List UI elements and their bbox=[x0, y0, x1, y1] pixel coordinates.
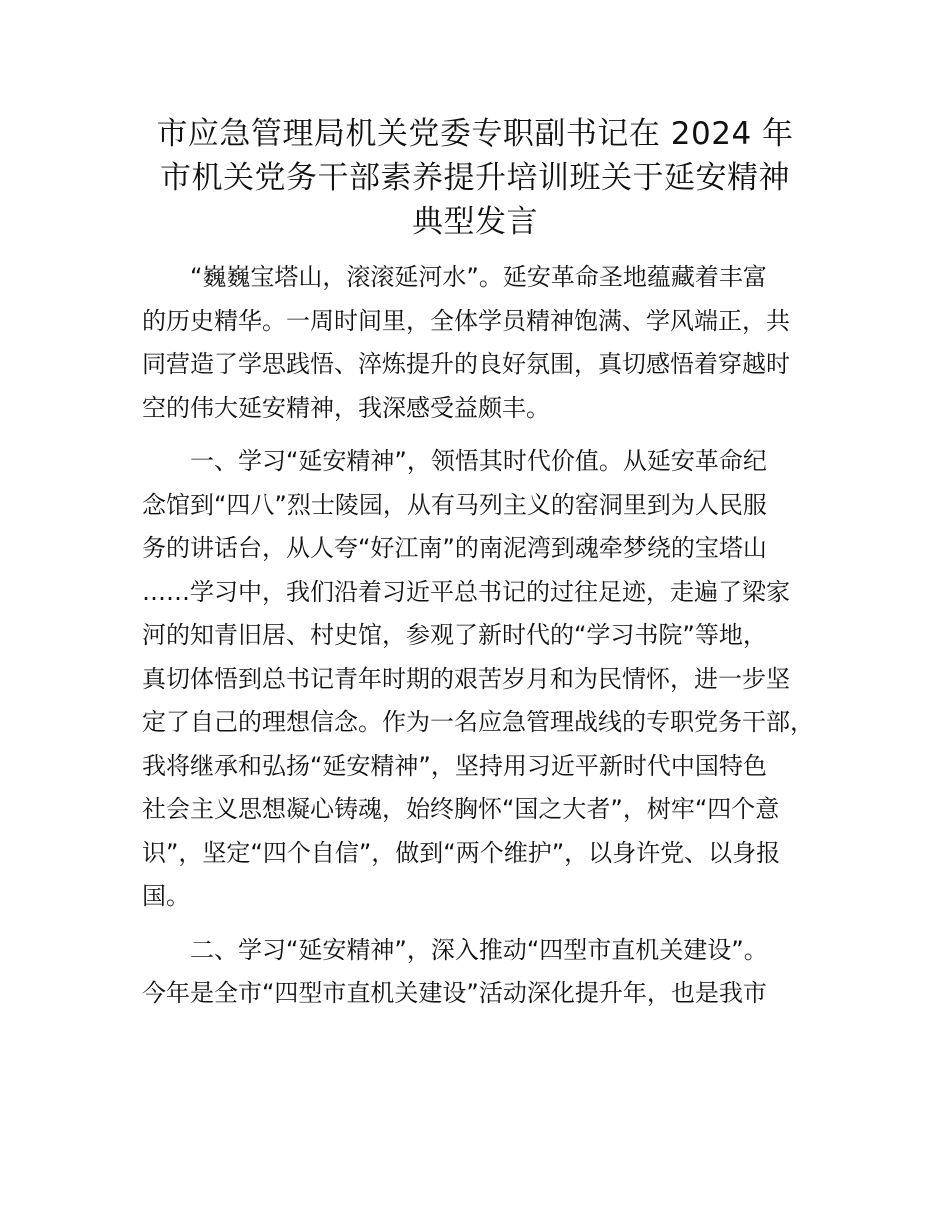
paragraph-section-2 bbox=[142, 929, 832, 1016]
document-body bbox=[142, 256, 832, 1026]
paragraph-line: 河的知青旧居、村史馆，参观了新时代的“学习书院”等地， bbox=[142, 621, 767, 649]
paragraph-line: 国。 bbox=[142, 882, 190, 910]
paragraph-line: 真切体悟到总书记青年时期的艰苦岁月和为民情怀，进一步坚 bbox=[142, 664, 790, 693]
paragraph-line: 同营造了学思践悟、淬炼提升的良好氛围，真切感悟着穿越时 bbox=[142, 350, 790, 378]
document-title bbox=[120, 112, 830, 244]
paragraph-section-1 bbox=[142, 440, 832, 919]
paragraph-line: 空的伟大延安精神，我深感受益颇丰。 bbox=[142, 393, 550, 422]
paragraph-intro bbox=[142, 256, 832, 430]
paragraph-line: 一、学习“延安精神”，领悟其时代价值。从延安革命纪 bbox=[190, 447, 767, 475]
paragraph-line: 的历史精华。一周时间里，全体学员精神饱满、学风端正，共 bbox=[142, 306, 790, 335]
title-line-2: 市机关党务干部素养提升培训班关于延安精神 bbox=[160, 160, 790, 196]
paragraph-line: 定了自己的理想信念。作为一名应急管理战线的专职党务干部， bbox=[142, 708, 814, 736]
paragraph-line: 务的讲话台，从人夸“好江南”的南泥湾到魂牵梦绕的宝塔山 bbox=[142, 534, 767, 562]
title-line-3: 典型发言 bbox=[412, 204, 538, 240]
paragraph-line: 社会主义思想凝心铸魂，始终胸怀“国之大者”，树牢“四个意 bbox=[142, 795, 780, 823]
paragraph-line: 二、学习“延安精神”，深入推动“四型市直机关建设”。 bbox=[190, 935, 768, 964]
title-line-1: 市应急管理局机关党委专职副书记在 2024 年 bbox=[156, 116, 794, 152]
paragraph-line: 我将继承和弘扬“延安精神”，坚持用习近平新时代中国特色 bbox=[142, 751, 767, 780]
paragraph-line: 念馆到“四八”烈士陵园，从有马列主义的窑洞里到为人民服 bbox=[142, 490, 767, 519]
paragraph-line: 今年是全市“四型市直机关建设”活动深化提升年，也是我市 bbox=[142, 979, 767, 1007]
paragraph-line: 识”，坚定“四个自信”，做到“两个维护”，以身许党、以身报 bbox=[142, 838, 781, 867]
paragraph-line: ……学习中，我们沿着习近平总书记的过往足迹，走遍了梁家 bbox=[142, 577, 790, 606]
paragraph-line: “巍巍宝塔山，滚滚延河水”。延安革命圣地蕴藏着丰富 bbox=[190, 263, 767, 291]
